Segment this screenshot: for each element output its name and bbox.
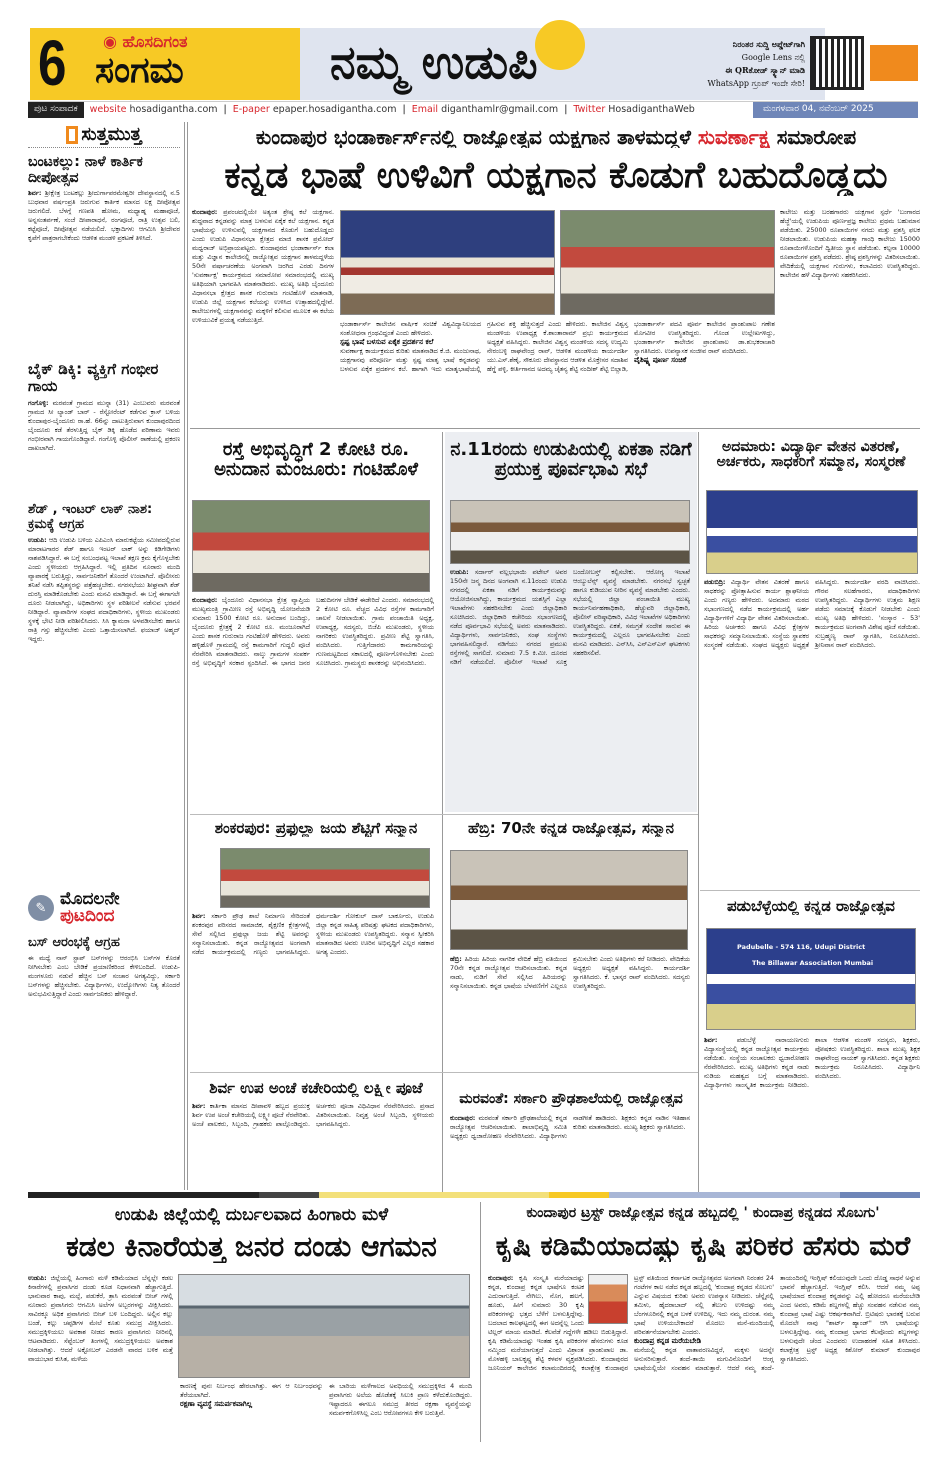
pencil-icon: ✎ bbox=[28, 895, 54, 921]
lead-body-right: ಕಾಲೇಜು ಮತ್ತು ಬರಹಗಾರರು ಯಕ್ಷಗಾನ ಸ್ಪರ್ಧೆ 'ಬಂಗಾರದ ಹೆಜ್ಜೆ'ಯಲ್ಲಿ ಉಡುಪಿಯ ಪೂರ್ಣಪ್ರಜ್ಞ ಕಾಲೇಜು ಪ್ರಥಮ ಬಹುಮಾನ ಪಡೆಯಿತು. 25000 ರೂಪಾಯಿಗಳ ನಗದು ಮತ್ತು ಪ್ರಶಸ್ತಿ ಫಲಕ ನೀಡಲಾಯಿತು. ಉಡುಪಿಯ ಮಹತ್ಮಾ ಗಾಂಧಿ ಕಾಲೇಜು 15000 ರೂಪಾಯಿಗಳೊಂದಿಗೆ ದ್ವಿತೀಯ ಸ್ಥಾನ ಪಡೆಯಿತು. ಕಲ್ಪನಾ 10000 ರೂಪಾಯಿಗಳ ಪ್ರಶಸ್ತಿ ಪಡೆದರು. ಶ್ರೇಷ್ಠ ಪ್ರಶಸ್ತಿಗಳನ್ನು ವಿತರಿಸಲಾಯಿತು. ವೇದಿಕೆಯಲ್ಲಿ ಯಕ್ಷಗಾನ ಗುರುಗಳು, ಕಲಾವಿದರು ಉಪಸ್ಥಿತರಿದ್ದರು. ಕಾಲೇಜಿನ ಹಳೆ ವಿದ್ಯಾರ್ಥಿಗಳು ಸಹಕರಿಸಿದರು. bbox=[780, 208, 920, 279]
story-headline: ಪಡುಬೆಳ್ಳೆಯಲ್ಲಿ ಕನ್ನಡ ರಾಜ್ಯೋತ್ಸವ bbox=[727, 898, 895, 915]
story-photo bbox=[706, 928, 916, 1030]
qr-line: ಈ QRಕೋಡ್ ಸ್ಕ್ಯಾನ್ ಮಾಡಿ bbox=[725, 65, 805, 75]
story-photo bbox=[450, 850, 688, 950]
article-title: ಬಂಟಕಲ್ಲು: ನಾಳೆ ಕಾರ್ತಿಕ ದೀಪೋತ್ಸವ bbox=[28, 154, 143, 187]
story-headline: ಮರವಂತೆ: ಸರ್ಕಾರಿ ಪ್ರೌಢಶಾಲೆಯಲ್ಲಿ ರಾಜ್ಯೋತ್ಸವ bbox=[459, 1092, 683, 1107]
bottom-left-kicker: ಉಡುಪಿ ಜಿಲ್ಲೆಯಲ್ಲಿ ದುರ್ಬಲವಾದ ಹಿಂಗಾರು ಮಳೆ bbox=[114, 1206, 389, 1225]
photo-banner-text: The Billawar Association Mumbai bbox=[752, 959, 874, 967]
story-headline: ಅದಮಾರು: ವಿದ್ಯಾರ್ಥಿ ವೇತನ ವಿತರಣೆ, ಅರ್ಚಕರು, ಸಾಧಕರಿಗೆ ಸಮ್ಮಾನ, ಸಂಸ್ಮರಣೆ bbox=[716, 440, 906, 471]
divider bbox=[190, 1072, 698, 1073]
story-body: ಕುಂದಾಪುರ: ಕೃಷಿ ಸಂಸ್ಕೃತಿ ಮರೆಯಾದಷ್ಟು ಕನ್ನಡ, ಕುಂದಾಪ್ರ ಕನ್ನಡ ಭಾಷೆಗೂ ಕಂಟಕ ಎದುರಾಗುತ್ತಿದೆ. ನೇಗಿಲು, ನೊಗ, ಹಲಗೆ, ಹೂಡು, ಹೀಗೆ ಸುಮಾರು 30 ಕೃಷಿ ಪರಿಕರಗಳನ್ನು ಭತ್ತದ ಬೆಳೆಗೆ ಬಳಸುತ್ತಿದ್ದೇವು. ಬದಲಾದ ಕಾಲಘಟ್ಟದಲ್ಲಿ ಈಗ ಅದನ್ನೆಲ್ಲ ಒಂದು ಟಿಲ್ಲರ್ ಮಾಯ ಮಾಡಿದೆ. ಕೆಲವೆಡೆ ಗದ್ದೆಗಳೇ ಹಡಿಲು ಬಿಡುತ್ತಿದ್ದಾರೆ. ಕೃಷಿ ಕಡಿಮೆಯಾದಷ್ಟು ಇಂತಹ ಕೃಷಿ ಪರಿಕರಗಳ ಹೆಸರುಗಳು ಕೂಡ ನಮ್ಮಿಂದ ಮರೆಯಾಗುತ್ತದೆ ಎಂದು ವಿಶ್ರಾಂತ ಪ್ರಾಂಶುಪಾಲ ಡಾ. ಮೊಳಹಳ್ಳಿ ಬಾಲಕೃಷ್ಣ ಶೆಟ್ಟಿ ಕಳವಳ ವ್ಯಕ್ತಪಡಿಸಿದರು. ಕುಂದಾಪುರದ ಜೂನಿಯರ್ ಕಾಲೇಜಿನ ಕಲಾಮಂದಿರದಲ್ಲಿ ಕಲಾಕ್ಷೇತ್ರ ಕುಂದಾಪುರ ಟ್ರಸ್ಟ್ ವತಿಯಿಂದ ಕರ್ನಾಟಕ ರಾಜ್ಯೋತ್ಸವದ ಅಂಗವಾಗಿ ನಿರಂತರ 24 ಗಂಟೆಗಳ ಕಾಲ ನಡೆದ ಕನ್ನಡ ಹಬ್ಬದಲ್ಲಿ 'ಕುಂದಾಪ್ರ ಕನ್ನಡದ ಸೊಬಗು' ಎನ್ನುವ ವಿಷಯದ ಕುರಿತು ಅವರು ಉಪನ್ಯಾಸ ನೀಡಿದರು. ಚೆನ್ನೈನಲ್ಲಿ ತಮಿಳು, ಹೈದರಾಬಾದ್ ನಲ್ಲಿ ತೆಲುಗು ಉಳಿದಷ್ಟು ನಮ್ಮ ಬೆಂಗಳೂರಿನಲ್ಲಿ ಕನ್ನಡ ಬಳಕೆ ಉಳಿದಿಲ್ಲ. ಇದು ನಮ್ಮ ದುರಂತ. ನಮ್ಮ ಭಾಷೆ ಉಳಿಯಬೇಕಾದರೆ ಮೊದಲು ಮನೆ-ಮಂದಿಯಲ್ಲಿ ಪರಿವರ್ತನೆಯಾಗಬೇಕು ಎಂದರು. ಕುಂದಾಪ್ರ ಕನ್ನಡ ಮರೆಯಬೇಡಿ ಮನೆಯಲ್ಲಿ ಕನ್ನಡ ವಾತಾವರಣವಿದ್ದರೆ, ಮಕ್ಕಳು ಅದನ್ನೇ ಅನುಸರಿಸುತ್ತಾರೆ. ತಂದೆ-ತಾಯಿ ಮಗುವಿನೊಂದಿಗೆ ಆಂಗ್ಲ ಭಾಷೆಯಲ್ಲಿಯೇ ಸಂವಹನ ಮಾಡುತ್ತಾರೆ. ಆದರೆ ನಮ್ಮ ತಂದೆ-ತಾಯಂದಿರಲ್ಲಿ ಇಂಗ್ಲಿಷ್ ಕಲಿಯುವುದೇ ಒಂದು ದೊಡ್ಡ ಸಾಧನೆ ಅನ್ನುವ ಭಾವನೆ ಹೆಚ್ಚಾಗುತ್ತಿದೆ. ಇಂಗ್ಲಿಷ್ ಕಲಿಸಿ. ಆದರೆ ನಮ್ಮ ಅಪ್ಪ ಭಾಷೆಯಾದ ಕುಂದಾಪ್ರ ಕನ್ನಡವನ್ನು ಎಲ್ಲಿ ಹೋದರೂ ಮರೆಯಬೇಡಿ ಎಂದ ಅವರು, ಕಡಿಮೆ ಶಬ್ದಗಳಲ್ಲಿ ಹೆಚ್ಚು ಸಂವಹನ ನಡೆಸುವ ನಮ್ಮ ಕುಂದಾಪ್ರ ಭಾಷೆ ಎಷ್ಟು ಆಕರ್ಷಕವಾಗಿದೆ. ಬ್ರಿಟಿಷರು ಭಾರತಕ್ಕೆ ಬರುವ ಮೊದಲೇ ನಾವು "ಶಾರ್ಟ್ ಹ್ಯಾಂಡ್" ಆಗಿ ಭಾಷೆಯನ್ನು ಬಳಸುತ್ತಿದ್ದೇವು. ನಮ್ಮ ಕುಂದಾಪ್ರ ಭಾಗದ ಕೆಲವೊಂದು ಶಬ್ದಗಳನ್ನು ಬಳಸುವುದೇ ಚೆಂದ ಎಂದವರು ಉದಾಹರಣೆ ಸಹಿತ ತಿಳಿಸಿದರು. ಕಲಾಕ್ಷೇತ್ರ ಟ್ರಸ್ಟ್ ಅಧ್ಯಕ್ಷ ಕಿಶೋರ್ ಕುಮಾರ್ ಕುಂದಾಪುರ ಸ್ವಾಗತಿಸಿದರು. bbox=[488, 1274, 920, 1372]
qr-line: ನಿರಂತರ ಸುದ್ದಿ ಅಪ್ಡೇಟ್‌ಗಾಗಿ bbox=[732, 39, 805, 49]
story-body: ಶಿರ್ವ: ಕಾರ್ತಿಕಾ ಮಾಸದ ದೀಪಾವಳಿ ಹಬ್ಬದ ಪ್ರಯುಕ್ತ ಶಿರ್ವ ಉಪ ಅಂಚೆ ಕಚೇರಿಯಲ್ಲಿ ಲಕ್ಷ್ಮೀ ಪೂಜೆ ನೆರವೇರಿತು. ಅಂಚೆ ಪಾಲಕರು, ಸಿಬ್ಬಂದಿ, ಗ್ರಾಹಕರು ಪಾಲ್ಗೊಂಡಿದ್ದರು. ಅರ್ಚಕರು ಪೂಜಾ ವಿಧಿವಿಧಾನ ನೆರವೇರಿಸಿದರು. ಪ್ರಸಾದ ವಿತರಿಸಲಾಯಿತು. ನಿವೃತ್ತ ಅಂಚೆ ಸಿಬ್ಬಂದಿ, ಸ್ಥಳೀಯರು ಭಾಗವಹಿಸಿದ್ದರು. bbox=[192, 1102, 434, 1128]
article-title: ಶೆಡ್ , ಇಂಟರ್ ಲಾಕ್ ನಾಶ: ಕ್ರಮಕ್ಕೆ ಆಗ್ರಹ bbox=[28, 501, 153, 532]
story-body: ಶಿರ್ವ: ಪಡುಬೆಳ್ಳೆ ನಾರಾಯಣಗುರು ವಿದ್ಯಾಸಂಸ್ಥೆಯಲ್ಲಿ ಕನ್ನಡ ರಾಜ್ಯೋತ್ಸವ ಕಾರ್ಯಕ್ರಮ ನಡೆಯಿತು. ಸಂಸ್ಥೆಯ ಸಂಚಾಲಕರು ಧ್ವಜಾರೋಹಣ ನೆರವೇರಿಸಿದರು. ಮುಖ್ಯ ಅತಿಥಿಗಳು ಕನ್ನಡ ನಾಡು ನುಡಿಯ ಮಹತ್ವದ ಬಗ್ಗೆ ಮಾತನಾಡಿದರು. ವಿದ್ಯಾರ್ಥಿಗಳು ಸಾಂಸ್ಕೃತಿಕ ಕಾರ್ಯಕ್ರಮ ನೀಡಿದರು. ಶಾಲಾ ಆಡಳಿತ ಮಂಡಳಿ ಸದಸ್ಯರು, ಶಿಕ್ಷಕರು, ಪೋಷಕರು ಉಪಸ್ಥಿತರಿದ್ದರು. ಶಾಲಾ ಮುಖ್ಯ ಶಿಕ್ಷಕ ರಾಘವೇಂದ್ರ ನಾಯಕ್ ಸ್ವಾಗತಿಸಿದರು. ಕನ್ನಡ ಶಿಕ್ಷಕರು ಕಾರ್ಯಕ್ರಮ ನಿರೂಪಿಸಿದರು. ವಿದ್ಯಾರ್ಥಿನಿ ವಂದಿಸಿದರು. bbox=[704, 1036, 920, 1089]
story-body: ಶಿರ್ವ: ಸರ್ಕಾರಿ ಪ್ರೌಢ ಶಾಲೆ ನಿರ್ಮಾಣ ಸೇರಿದಂತೆ ಶಂಕರಪುರ ಪರಿಸರದ ಸಾಮಾಜಿಕ, ಶೈಕ್ಷಣಿಕ ಕ್ಷೇತ್ರಗಳಲ್ಲಿ ಸೇವೆ ಸಲ್ಲಿಸಿದ ಪ್ರಫುಲ್ಲಾ ಜಯ ಶೆಟ್ಟಿ ಅವರನ್ನು ಸನ್ಮಾನಿಸಲಾಯಿತು. ಕನ್ನಡ ರಾಜ್ಯೋತ್ಸವದ ಅಂಗವಾಗಿ ನಡೆದ ಕಾರ್ಯಕ್ರಮದಲ್ಲಿ ಗಣ್ಯರು ಭಾಗವಹಿಸಿದ್ದರು. ಧರ್ಮದರ್ಶಿ ಗೋಕುಲ್ ದಾಸ್ ಬಾರ್ಕೂರು, ಉಡುಪಿ ಜಿಲ್ಲಾ ಕನ್ನಡ ಸಾಹಿತ್ಯ ಪರಿಷತ್ತು ಘಟಕದ ಪದಾಧಿಕಾರಿಗಳು, ಸ್ಥಳೀಯ ಮುಖಂಡರು ಉಪಸ್ಥಿತರಿದ್ದರು. ಸನ್ಮಾನ ಸ್ವೀಕರಿಸಿ ಮಾತನಾಡಿದ ಅವರು ಊರಿನ ಅಭಿವೃದ್ಧಿಗೆ ಎಲ್ಲರ ಸಹಕಾರ ಅಗತ್ಯ ಎಂದರು. bbox=[192, 912, 434, 956]
subhead: ಕುಂದಾಪ್ರ ಕನ್ನಡ ಮರೆಯಬೇಡಿ bbox=[634, 1337, 701, 1345]
divider bbox=[190, 428, 920, 429]
column-divider bbox=[184, 122, 185, 1190]
logo-icon: ◉ bbox=[103, 32, 117, 51]
epaper-link[interactable]: E-paper epaper.hosadigantha.com bbox=[232, 104, 397, 115]
qr-line: Google Lens ನಲ್ಲಿ bbox=[741, 53, 805, 62]
story-body: ಉಡುಪಿ: ಜಿಲ್ಲೆಯಲ್ಲಿ ಹಿಂಗಾರು ಮಳೆ ಕಡಿಮೆಯಾದ ಬೆನ್ನಲ್ಲೇ ಕಡಲ ಕಿನಾರೆಗಳಲ್ಲಿ ಪ್ರವಾಸಿಗರ ದಂಡು ಕೂಡ ನಿಧಾನವಾಗಿ ಹೆಚ್ಚಾಗುತ್ತಿದೆ. ಭಾನುವಾರ ಕಾಪು, ಮಲ್ಪೆ, ಪಡುಕೆರೆ, ತ್ರಾಸಿ ಮರವಂತೆ ಬೀಚ್ ಗಳಲ್ಲಿ ನೂರಾರು ಪ್ರವಾಸಿಗರು ಆಗಮಿಸಿ ಅಲೆಗಳ ಅಬ್ಬರಗಳನ್ನು ವೀಕ್ಷಿಸಿದರು. ಸಾವಿರಕ್ಕೂ ಅಧಿಕ ಪ್ರವಾಸಿಗರು ಬೀಚ್ ಬಳಿ ಬಂದಿದ್ದರು. ಅಲ್ಲಿನ ಕಲ್ಲು ಬಂಡೆ, ಕಲ್ಲು ಚಪ್ಪಡಿಗಳ ಮೇಲೆ ಕೂತು ಸಮುದ್ರ ವೀಕ್ಷಿಸಿದರು. ಸಮುದ್ರಕ್ಕಿಳಿಯಲು ಅವಕಾಶ ನೀಡದ ಕಾರಣ ಪ್ರವಾಸಿಗರು ನೀರಿನಲ್ಲಿ ಆಟವಾಡಿದರು. ಸೆಪ್ಟೆಂಬರ್ ತಿಂಗಳಲ್ಲಿ ಸಮುದ್ರಕ್ಕಿಳಿಯಲು ಅವಕಾಶ ನೀಡಲಾಗಿತ್ತು. ಆದರೆ ಅಕ್ಟೋಬರ್ ಎರಡನೇ ವಾರದ ಬಳಿಕ ಮತ್ತೆ ವಾಯುಭಾರ ಕುಸಿತ, ಮಳೆಯ bbox=[28, 1274, 173, 1363]
twitter-link[interactable]: Twitter HosadiganthaWeb bbox=[573, 104, 695, 115]
article-title: ಬೈಕ್ ಡಿಕ್ಕಿ: ವ್ಯಕ್ತಿಗೆ ಗಂಭೀರ ಗಾಯ bbox=[28, 360, 159, 396]
story-headline: ಶಿರ್ವ ಉಪ ಅಂಚೆ ಕಚೇರಿಯಲ್ಲಿ ಲಕ್ಷ್ಮೀ ಪೂಜೆ bbox=[209, 1080, 423, 1097]
article-body: ಶಿರ್ವ: ಶ್ರೀಕ್ಷೇತ್ರ ಬಂಟಕಲ್ಲು ಶ್ರೀದುರ್ಗಾಪರಮೇಶ್ವರೀ ದೇವಸ್ಥಾನದಲ್ಲಿ ನ.5 ಬುಧವಾರ ವರ್ಷಂಪ್ರತಿ ಜರುಗುವ ಕಾರ್ತಿಕ ಮಾಸದ ಲಕ್ಷ ದೀಪೋತ್ಸವ ಜರುಗಲಿದೆ. ಬೆಳಗ್ಗೆ ಗಣಪತಿ ಹೋಮ, ಮಧ್ಯಾಹ್ನ ಮಹಾಪೂಜೆ, ಅನ್ನಸಂತರ್ಪಣೆ, ಸಂಜೆ ದೀಪಾರಾಧನೆ, ರಂಗಪೂಜೆ, ರಾತ್ರಿ ಉತ್ಸವ ಬಲಿ, ಕಟ್ಟೆಪೂಜೆ, ದೀಪೋತ್ಸವ ನಡೆಯಲಿದೆ. ಭಕ್ತಾದಿಗಳು ಆಗಮಿಸಿ ಶ್ರೀದೇವರ ಕೃಪೆಗೆ ಪಾತ್ರರಾಗಬೇಕೆಂದು ಆಡಳಿತ ಮಂಡಳಿ ಪ್ರಕಟಣೆ ತಿಳಿಸಿದೆ. bbox=[28, 189, 180, 243]
section-separator bbox=[28, 1192, 920, 1198]
page-number: 6 bbox=[38, 27, 67, 99]
badge-line: ಪುಟದಿಂದ bbox=[60, 906, 115, 927]
divider bbox=[190, 814, 698, 815]
photo-banner-text: Padubelle - 574 116, Udupi District bbox=[737, 943, 866, 951]
article-body: ಈ ಮಧ್ಯೆ ನಾನ್ ಸ್ಟಾಪ್ ಬಸ್‌ಗಳನ್ನು ಆರಂಭಿಸಿ ಬಸ್‌ಗಳ ಕೊರತೆ ನೀಗಿಸಬೇಕು ಎಂಬ ಬೇಡಿಕೆ ಪ್ರಯಾಣಿಕರಿಂದ ಕೇಳಿಬಂದಿದೆ. ಉಡುಪಿ-ಮಂಗಳೂರು ನಡುವೆ ಹೆಚ್ಚಿನ ಬಸ್ ಸಂಚಾರ ಅಗತ್ಯವಿದ್ದು, ಸರ್ಕಾರಿ ಬಸ್‌ಗಳನ್ನು ಹೆಚ್ಚಿಸಬೇಕು. ವಿದ್ಯಾರ್ಥಿಗಳು, ಉದ್ಯೋಗಿಗಳು ನಿತ್ಯ ತೊಂದರೆ ಅನುಭವಿಸುತ್ತಿದ್ದಾರೆ ಎಂದು ಸಾರ್ವಜನಿಕರು ಹೇಳಿದ್ದಾರೆ. bbox=[28, 954, 180, 999]
section-title: ಸುತ್ತಮುತ್ತ bbox=[28, 124, 180, 148]
qr-instructions bbox=[650, 38, 805, 90]
beach-photo bbox=[178, 1274, 470, 1378]
website-link[interactable]: website hosadigantha.com bbox=[89, 104, 218, 115]
column-divider bbox=[698, 432, 699, 1192]
subhead: ರಕ್ಷಣಾ ವ್ಯವಸ್ಥೆ ಸಮರ್ಪಕವಾಗಿಲ್ಲ bbox=[180, 1400, 253, 1408]
column-divider bbox=[442, 432, 443, 1192]
qr-line: WhatsApp ಗ್ರೂಪ್ ಇಂದೇ ಸೇರಿ! bbox=[707, 79, 805, 88]
story-body: ಕುಂದಾಪುರ: ಬೈಂದೂರು ವಿಧಾನಸಭಾ ಕ್ಷೇತ್ರ ವ್ಯಾಪ್ತಿಯ ಮುಖ್ಯಮಂತ್ರಿ ಗ್ರಾಮೀಣ ರಸ್ತೆ ಅಭಿವೃದ್ಧಿ ಯೋಜನೆಯಡಿ ಸುಮಾರು 1500 ಕೋಟಿ ರೂ. ಅನುದಾನ ಬಂದಿದ್ದು, ಬೈಂದೂರು ಕ್ಷೇತ್ರಕ್ಕೆ 2 ಕೋಟಿ ರೂ. ಮಂಜೂರಾಗಿದೆ ಎಂದು ಶಾಸಕ ಗುರುರಾಜ ಗಂಟಿಹೊಳೆ ಹೇಳಿದರು. ಅವರು ಹಳ್ಳಿಹೊಳೆ ಗ್ರಾಮದಲ್ಲಿ ರಸ್ತೆ ಕಾಮಗಾರಿಗೆ ಗುದ್ದಲಿ ಪೂಜೆ ನೆರವೇರಿಸಿ ಮಾತನಾಡಿದರು. ನಾಲ್ಕು ಗ್ರಾಮಗಳ ಸಂಪರ್ಕ ರಸ್ತೆ ಅಭಿವೃದ್ಧಿಗೆ ಸರಕಾರ ಸ್ಪಂದಿಸಿದೆ. ಈ ಭಾಗದ ಜನರ ಬಹುದಿನಗಳ ಬೇಡಿಕೆ ಈಡೇರಿದೆ ಎಂದರು. ಸಮಾರಂಭದಲ್ಲಿ 2 ಕೋಟಿ ರೂ. ವೆಚ್ಚದ ವಿವಿಧ ರಸ್ತೆಗಳ ಕಾಮಗಾರಿಗೆ ಚಾಲನೆ ನೀಡಲಾಯಿತು. ಗ್ರಾಮ ಪಂಚಾಯಿತಿ ಅಧ್ಯಕ್ಷ, ಉಪಾಧ್ಯಕ್ಷ, ಸದಸ್ಯರು, ಬಿಜೆಪಿ ಮುಖಂಡರು, ಸ್ಥಳೀಯ ನಾಗರಿಕರು ಉಪಸ್ಥಿತರಿದ್ದರು. ಪ್ರವೀಣ ಶೆಟ್ಟಿ ಸ್ವಾಗತಿಸಿ, ವಂದಿಸಿದರು. ಗುತ್ತಿಗೆದಾರರು ಕಾಮಗಾರಿಯನ್ನು ಗುಣಮಟ್ಟದಿಂದ ಸಕಾಲದಲ್ಲಿ ಪೂರ್ಣಗೊಳಿಸಬೇಕು ಎಂದು ಸೂಚಿಸಿದರು. ಗ್ರಾಮಸ್ಥರು ಶಾಸಕರನ್ನು ಅಭಿನಂದಿಸಿದರು. bbox=[192, 596, 434, 667]
article-body: ಉಡುಪಿ: ಆದಿ ಉಡುಪಿ ಬಳಿಯ ಎಪಿಎಂಸಿ ಮಾರುಕಟ್ಟೆಯ ಸಮೀಪದಲ್ಲಿರುವ ಮಾರಾಟಗಾರರ ಶೆಡ್ ಹಾಗೂ ಇಂಟರ್ ಲಾಕ್ ಅನ್ನು ಕಿಡಿಗೇಡಿಗಳು ನಾಶಪಡಿಸಿದ್ದಾರೆ. ಈ ಬಗ್ಗೆ ಸಂಬಂಧಪಟ್ಟ ಇಲಾಖೆ ತಕ್ಷಣ ಕ್ರಮ ಕೈಗೊಳ್ಳಬೇಕು ಎಂದು ಸ್ಥಳೀಯರು ಆಗ್ರಹಿಸಿದ್ದಾರೆ. ಇಲ್ಲಿ ಪ್ರತಿದಿನ ನೂರಾರು ಮಂದಿ ವ್ಯಾಪಾರಕ್ಕೆ ಬರುತ್ತಿದ್ದು, ಸಾರ್ವಜನಿಕರಿಗೆ ತೊಂದರೆ ಉಂಟಾಗಿದೆ. ಪೊಲೀಸರು ತನಿಖೆ ನಡೆಸಿ ತಪ್ಪಿತಸ್ಥರನ್ನು ಪತ್ತೆಹಚ್ಚಬೇಕು. ನಗರಸಭೆಯು ಶೀಘ್ರವಾಗಿ ಶೆಡ್ ದುರಸ್ತಿ ಮಾಡಿಕೊಡಬೇಕು ಎಂದು ಮನವಿ ಮಾಡಿದ್ದಾರೆ. ಈ ಬಗ್ಗೆ ಈಗಾಗಲೇ ದೂರು ನೀಡಲಾಗಿದ್ದು, ಅಧಿಕಾರಿಗಳು ಸ್ಥಳ ಪರಿಶೀಲನೆ ನಡೆಸುವ ಭರವಸೆ ನೀಡಿದ್ದಾರೆ. ವ್ಯಾಪಾರಿಗಳ ಸಂಘದ ಪದಾಧಿಕಾರಿಗಳು, ಸ್ಥಳೀಯ ಮುಖಂಡರು ಸ್ಥಳಕ್ಕೆ ಭೇಟಿ ನೀಡಿ ಪರಿಶೀಲಿಸಿದರು. ಸಿಸಿ ಕ್ಯಾಮರಾ ಅಳವಡಿಸಬೇಕು ಹಾಗೂ ರಾತ್ರಿ ಗಸ್ತು ಹೆಚ್ಚಿಸಬೇಕು ಎಂದು ಒತ್ತಾಯಿಸಲಾಗಿದೆ. ಫಯಾಜ್ ಅಹ್ಮದ್ ಇದ್ದರು. bbox=[28, 535, 180, 643]
story-headline: ಹೆಬ್ರಿ: 70ನೇ ಕನ್ನಡ ರಾಜ್ಯೋತ್ಸವ, ಸನ್ಮಾನ bbox=[468, 820, 674, 837]
email-link[interactable]: Email diganthamlr@gmail.com bbox=[411, 104, 559, 115]
story-photo bbox=[450, 500, 690, 564]
story-body: ಹೆಬ್ರಿ: ಹಿರಿಯ ಹಿರಿಯ ನಾಗರಿಕ ವೇದಿಕೆ ಹೆಬ್ರಿ ವತಿಯಿಂದ 70ನೇ ಕನ್ನಡ ರಾಜ್ಯೋತ್ಸವ ಆಚರಿಸಲಾಯಿತು. ಕನ್ನಡ ನಾಡು, ನುಡಿಗೆ ಸೇವೆ ಸಲ್ಲಿಸಿದ ಹಿರಿಯರನ್ನು ಸನ್ಮಾನಿಸಲಾಯಿತು. ಕನ್ನಡ ಭಾಷೆಯ ಬೆಳವಣಿಗೆಗೆ ಎಲ್ಲರೂ ಶ್ರಮಿಸಬೇಕು ಎಂದು ಅತಿಥಿಗಳು ಕರೆ ನೀಡಿದರು. ವೇದಿಕೆಯ ಅಧ್ಯಕ್ಷರು ಅಧ್ಯಕ್ಷತೆ ವಹಿಸಿದ್ದರು. ಕಾರ್ಯದರ್ಶಿ ಸ್ವಾಗತಿಸಿದರು. ಕೆ. ಭಾಸ್ಕರ ರಾವ್ ವಂದಿಸಿದರು. ಸದಸ್ಯರು ಉಪಸ್ಥಿತರಿದ್ದರು. bbox=[450, 955, 690, 990]
bottom-right-kicker: ಕುಂದಾಪುರ ಟ್ರಸ್ಟ್ ರಾಜ್ಯೋತ್ಸವ ಕನ್ನಡ ಹಬ್ಬದಲ್ಲಿ ' ಕುಂದಾಪ್ರ ಕನ್ನಡದ ಸೊಬಗು' bbox=[526, 1206, 880, 1221]
lead-body-continued: ಭಂಡಾರ್ಕಾರ್ಸ್ ಕಾಲೇಜಿನ ವಾರ್ಷಿಕ ಸಂಚಿಕೆ ವಿಶ್ವವಿದ್ಯಾನಿಲಯದ ಸಂಶೋಧನಾ ಗ್ರಂಥವಿದ್ದಂತೆ ಎಂದು ಹೇಳಿದರು. ಸ್ಪಷ್ಟ ಭಾಷೆ ಬಳಸುವ ಏಕೈಕ ಪ್ರದರ್ಶನ ಕಲೆ ಸುವರ್ಣಾಕ್ಷ ಕಾರ್ಯಕ್ರಮದ ಕುರಿತು ಮಾತನಾಡಿದ ಕೆ.ಜಿ. ಮಂಜುನಾಥ, ಯಕ್ಷಗಾನವು ಪರಿಪೂರ್ಣ ಮತ್ತು ಸ್ಪಷ್ಟ ಮಾತೃ ಭಾಷೆ ಕನ್ನಡವನ್ನು ಬಳಸುವ ಏಕೈಕ ಪ್ರದರ್ಶನ ಕಲೆ. ಹಾಗಾಗಿ ಇದು ಮಾತೃಭಾಷೆಯಲ್ಲಿ ಗ್ರಹಿಸುವ ಶಕ್ತಿ ಹೆಚ್ಚಿಸುತ್ತದೆ ಎಂದು ಹೇಳಿದರು. ಕಾಲೇಜಿನ ವಿಶ್ವಸ್ತ ಮಂಡಳಿಯ ಉಪಾಧ್ಯಕ್ಷ ಕೆ.ಶಾಂತಾರಾಮ್ ಪ್ರಭು ಕಾರ್ಯಕ್ರಮದ ಅಧ್ಯಕ್ಷತೆ ವಹಿಸಿದ್ದರು. ಕಾಲೇಜಿನ ವಿಶ್ವಸ್ತ ಮಂಡಳಿಯ ಸದಸ್ಯ ಉದ್ಯಮಿ ನೇರಂಬಳ್ಳಿ ರಾಘವೇಂದ್ರ ರಾವ್, ಆಡಳಿತ ಮಂಡಳಿಯ ಕಾರ್ಯದರ್ಶಿ ಯು.ಎಸ್.ಶೆಣೈ, ಸೌಕೂರು ದೇವಸ್ಥಾನದ ಆಡಳಿತ ಮೊಕ್ತೇಸರ ಸದಾಶಿವ ಹೆಗ್ಡೆ ಪಳ್ಳಿ, ಕೀರ್ತಿಗಾನದ ಅದಮ್ಯ ಚೈತನ್ಯ ಶೆಟ್ಟಿ ನಂದೀಶ್ ಶೆಟ್ಟಿ ಬಿಲ್ಲಾಡಿ, ಭಂಡಾರ್ಕಾರ್ಸ್ ಪದವಿ ಪೂರ್ವ ಕಾಲೇಜಿನ ಪ್ರಾಂಶುಪಾಲ ಗಣೇಶ ಮೊಗವೀರ ಉಪಸ್ಥಿತರಿದ್ದರು. ಗೊಂಡ ಉಲ್ಲೇಖಗಳಿದ್ದು, ಭಂಡಾರ್ಕಾರ್ಸ್ ಕಾಲೇಜಿನ ಪ್ರಾಂಶುಪಾಲ ಡಾ.ಶುಭಕರಾಚಾರಿ ಸ್ವಾಗತಿಸಿದರು. ಉಪನ್ಯಾಸಕ ಸಂಜೀವ ರಾವ್ ವಂದಿಸಿದರು. ವೈಶಿಷ್ಟ್ಯ ಪೂರ್ಣ ಸಂಚಿಕೆ bbox=[340, 320, 775, 373]
lead-body: ಕುಂದಾಪುರ: ಪ್ರಪಂಚದಲ್ಲಿಯೇ ಅತ್ಯಂತ ಶ್ರೇಷ್ಠ ಕಲೆ ಯಕ್ಷಗಾನ. ಶುದ್ಧವಾದ ಕನ್ನಡವನ್ನು ಮಾತ್ರ ಬಳಸುವ ಏಕೈಕ ಕಲೆ ಯಕ್ಷಗಾನ. ಕನ್ನಡ ಭಾಷೆಯನ್ನು ಉಳಿಸುವಲ್ಲಿ ಯಕ್ಷಗಾನದ ಕೊಡುಗೆ ಬಹುದೊಡ್ಡದು ಎಂದು ಉಡುಪಿ ವಿಧಾನಸಭಾ ಕ್ಷೇತ್ರದ ಮಾಜಿ ಶಾಸಕ ಪ್ರಮೋದ್ ಮಧ್ವರಾಜ್ ಅಭಿಪ್ರಾಯಪಟ್ಟರು. ಕುಂದಾಪುರದ ಭಂಡಾರ್ಕಾರ್ಸ್ ಕಲಾ ಮತ್ತು ವಿಜ್ಞಾನ ಕಾಲೇಜಿನಲ್ಲಿ ರಾಜ್ಯೋತ್ಸವ ಯಕ್ಷಗಾನ ತಾಳಮದ್ದಳೆಯ 50ನೇ ವರ್ಷಾಚರಣೆಯ ಅಂಗವಾಗಿ ಜರಗಿದ ಎರಡು ದಿನಗಳ 'ಸುವರ್ಣಾಕ್ಷ' ಕಾರ್ಯಕ್ರಮದ ಸಮಾರೋಪ ಸಮಾರಂಭದಲ್ಲಿ ಮುಖ್ಯ ಅತಿಥಿಯಾಗಿ ಭಾಗವಹಿಸಿ ಮಾತನಾಡಿದರು. ಮುಖ್ಯ ಅತಿಥಿ ಬೈಂದೂರು ವಿಧಾನಸಭಾ ಕ್ಷೇತ್ರದ ಶಾಸಕ ಗುರುರಾಜ ಗಂಟಿಹೊಳೆ ಮಾತನಾಡಿ, ಉಡುಪಿ ಜಿಲ್ಲೆ ಯಕ್ಷಗಾನ ಕಲೆಯನ್ನು ಉಳಿಸಿದ ಉತ್ಸಾಹದಲ್ಲಿದ್ದೇವೆ. ಕಾಲೇಜುಗಳಲ್ಲಿ ಯಕ್ಷಗಾನವನ್ನು ಮಕ್ಕಳಿಗೆ ಕಲಿಸುವ ಮೂಲಕ ಈ ಕಲೆಯ ಉಳಿಯುವಿಕೆ ಪ್ರಯತ್ನ ನಡೆಯುತ್ತಿದೆ. bbox=[192, 208, 334, 324]
story-body: ಪಡುಬಿದ್ರಿ: ವಿದ್ಯಾರ್ಥಿ ವೇತನ ವಿತರಣೆ ಹಾಗೂ ಸಾಧಕರನ್ನು ಪ್ರೋತ್ಸಾಹಿಸುವ ಕಾರ್ಯ ಶ್ಲಾಘನೀಯ ಎಂದು ಗಣ್ಯರು ಹೇಳಿದರು. ಅದಮಾರು ಮಠದ ಸಭಾಂಗಣದಲ್ಲಿ ನಡೆದ ಕಾರ್ಯಕ್ರಮದಲ್ಲಿ ಅರ್ಹ ವಿದ್ಯಾರ್ಥಿಗಳಿಗೆ ವಿದ್ಯಾರ್ಥಿ ವೇತನ ವಿತರಿಸಲಾಯಿತು. ಹಿರಿಯ ಅರ್ಚಕರು ಹಾಗೂ ವಿವಿಧ ಕ್ಷೇತ್ರಗಳ ಸಾಧಕರನ್ನು ಸಮ್ಮಾನಿಸಲಾಯಿತು. ಸಂಸ್ಥೆಯ ಸ್ಥಾಪಕರ ಸಂಸ್ಮರಣೆ ನಡೆಯಿತು. ಸಂಘದ ಅಧ್ಯಕ್ಷರು ಅಧ್ಯಕ್ಷತೆ ವಹಿಸಿದ್ದರು. ಕಾರ್ಯದರ್ಶಿ ವರದಿ ವಾಚಿಸಿದರು. ಗೌರವ ಸಲಹೆಗಾರರು, ಪದಾಧಿಕಾರಿಗಳು ಉಪಸ್ಥಿತರಿದ್ದರು. ವಿದ್ಯಾರ್ಥಿಗಳು ಉತ್ತಮ ಶಿಕ್ಷಣ ಪಡೆದು ಸಮಾಜಕ್ಕೆ ಕೊಡುಗೆ ನೀಡಬೇಕು ಎಂದು ಮುಖ್ಯ ಅತಿಥಿ ಹೇಳಿದರು. 'ಸಂಸ್ಕಾರ - 53' ಕಾರ್ಯಕ್ರಮದ ಅಂಗವಾಗಿ ವಿಶೇಷ ಪೂಜೆ ನಡೆಯಿತು. ಸುಬ್ರಹ್ಮಣ್ಯ ರಾವ್ ಸ್ವಾಗತಿಸಿ, ನಿರೂಪಿಸಿದರು. ಶ್ರೀನಿವಾಸ ರಾವ್ ವಂದಿಸಿದರು. bbox=[704, 578, 920, 649]
newspaper-logo bbox=[103, 32, 188, 52]
story-photo bbox=[220, 848, 430, 908]
first-page-badge bbox=[28, 888, 180, 927]
bottom-left-headline: ಕಡಲ ಕಿನಾರೆಯತ್ತ ಜನರ ದಂಡು ಆಗಮನ bbox=[66, 1232, 437, 1263]
bottom-right-headline: ಕೃಷಿ ಕಡಿಮೆಯಾದಷ್ಟು ಕೃಷಿ ಪರಿಕರ ಹೆಸರು ಮರೆ bbox=[495, 1232, 911, 1262]
issue-date: ಮಂಗಳವಾರ 04, ನವೆಂಬರ್ 2025 bbox=[753, 102, 918, 118]
lead-headline: ಕನ್ನಡ ಭಾಷೆ ಉಳಿವಿಗೆ ಯಕ್ಷಗಾನ ಕೊಡುಗೆ ಬಹುದೊಡ್ಡದು bbox=[224, 156, 888, 196]
divider bbox=[700, 890, 920, 891]
lead-kicker: ಕುಂದಾಪುರ ಭಂಡಾರ್ಕಾರ್ಸ್‌ನಲ್ಲಿ ರಾಜ್ಯೋತ್ಸವ ಯಕ್ಷಗಾನ ತಾಳಮದ್ದಳೆ ಸುವರ್ಣಾಕ್ಷ ಸಮಾರೋಪ bbox=[255, 126, 857, 148]
column-divider bbox=[480, 1202, 481, 1442]
story-body: ಕುಂದಾಪುರ: ಮರವಂತೆ ಸರ್ಕಾರಿ ಪ್ರೌಢಶಾಲೆಯಲ್ಲಿ ಕನ್ನಡ ರಾಜ್ಯೋತ್ಸವ ಆಚರಿಸಲಾಯಿತು. ಶಾಲಾಭಿವೃದ್ಧಿ ಸಮಿತಿ ಅಧ್ಯಕ್ಷರು ಧ್ವಜಾರೋಹಣ ನೆರವೇರಿಸಿದರು. ವಿದ್ಯಾರ್ಥಿಗಳು ನಾಡಗೀತೆ ಹಾಡಿದರು. ಶಿಕ್ಷಕರು ಕನ್ನಡ ನಾಡಿನ ಇತಿಹಾಸ ಕುರಿತು ಮಾತನಾಡಿದರು. ಮುಖ್ಯ ಶಿಕ್ಷಕರು ಸ್ವಾಗತಿಸಿದರು. bbox=[450, 1114, 690, 1140]
lead-photo-speaker bbox=[560, 210, 775, 315]
window-icon bbox=[66, 126, 78, 144]
column-divider bbox=[187, 122, 188, 1190]
story-body-continued: ಕಾರಣಕ್ಕೆ ಪುನಃ ನಿರ್ಬಂಧ ಹೇರಲಾಗಿತ್ತು. ಈಗ ಆ ನಿರ್ಬಂಧವನ್ನು ತೆರೆಯಲಾಗಿದೆ. ರಕ್ಷಣಾ ವ್ಯವಸ್ಥೆ ಸಮರ್ಪಕವಾಗಿಲ್ಲ ಈ ಬಾರಿಯ ಮಳೆಗಾಲದ ಅವಧಿಯಲ್ಲಿ ಸಮುದ್ರಕ್ಕಿಳಿದ 4 ಮಂದಿ ಪ್ರವಾಸಿಗರು ಅಲೆಯ ಹೊಡೆತಕ್ಕೆ ಸಿಲುಕಿ ಪ್ರಾಣ ಕಳೆದುಕೊಂಡಿದ್ದರು. ಇಷ್ಟಾದರೂ ಈಗಲೂ ಸಮುದ್ರ ತೀರದ ರಕ್ಷಣಾ ವ್ಯವಸ್ಥೆಯನ್ನು ಸಮರ್ಪಕಗೊಳಿಸಿಲ್ಲ ಎಂಬ ಆರೋಪಗಳೂ ಕೇಳಿ ಬರುತ್ತಿವೆ. bbox=[180, 1382, 472, 1417]
article-title: ಬಸ್ ಆರಂಭಕ್ಕೆ ಆಗ್ರಹ bbox=[28, 935, 120, 951]
story-headline: ರಸ್ತೆ ಅಭಿವೃದ್ಧಿಗೆ 2 ಕೋಟಿ ರೂ. ಅನುದಾನ ಮಂಜೂರು: ಗಂಟಿಹೊಳೆ bbox=[214, 440, 418, 480]
supplement-title: ಸಂಗಮ bbox=[95, 50, 184, 91]
page-editor-label: ಪುಟ ಸಂಪಾದಕ bbox=[28, 102, 84, 118]
article-body: ಗಂಗೊಳ್ಳಿ: ಮರವಂತೆ ಗ್ರಾಮದ ಮುನ್ನಾ (31) ಎಂಬುವರು ಮರವಂತೆ ಗ್ರಾಮದ ಸೀ ಲ್ಯಾಂಡ್ ಬಾರ್ - ರೆಸ್ಟೋರೆಂಟ್ ಕಡೆಗುವ ಕ್ರಾಸ್ ಬಳಿಯ ಕುಂದಾಪುರ-ಬೈಂದೂರು ರಾ.ಹೆ. 66ನ್ನು ದಾಟುತ್ತಿರುವಾಗ ಕುಂದಾಪುರದಿಂದ ಬೈಂದೂರು ಕಡೆ ತೆರಳುತ್ತಿದ್ದ ಬೈಕ್ ಡಿಕ್ಕಿ ಹೊಡೆದ ಪರಿಣಾಮ ಇವರು ಗಂಭೀರವಾಗಿ ಗಾಯಗೊಂಡಿದ್ದಾರೆ. ಗಂಗೊಳ್ಳಿ ಪೊಲೀಸ್ ಠಾಣೆಯಲ್ಲಿ ಪ್ರಕರಣ ದಾಖಲಾಗಿದೆ. bbox=[28, 398, 180, 452]
qr-code[interactable] bbox=[810, 36, 864, 90]
orange-decoration bbox=[870, 45, 918, 81]
story-photo bbox=[706, 490, 918, 574]
lead-photo-stage bbox=[340, 210, 555, 315]
edition-title: ನಮ್ಮ ಉಡುಪಿ bbox=[330, 35, 538, 89]
story-headline: ನ.11ರಂದು ಉಡುಪಿಯಲ್ಲಿ ಏಕತಾ ನಡಿಗೆ ಪ್ರಯುಕ್ತ ಪೂರ್ವಭಾವಿ ಸಭೆ bbox=[450, 440, 692, 480]
info-bar: ಪುಟ ಸಂಪಾದಕ website hosadigantha.com | E-paper epaper.hosadigantha.com | Email diganthamlr@gmail.com | Twitter HosadiganthaWeb ಮಂಗಳವಾರ 04, ನವೆಂಬರ್ 2025 bbox=[28, 101, 918, 117]
story-headline: ಶಂಕರಪುರ: ಪ್ರಫುಲ್ಲಾ ಜಯ ಶೆಟ್ಟಿಗೆ ಸನ್ಮಾನ bbox=[214, 820, 418, 837]
subhead: ಸ್ಪಷ್ಟ ಭಾಷೆ ಬಳಸುವ ಏಕೈಕ ಪ್ರದರ್ಶನ ಕಲೆ bbox=[340, 338, 434, 346]
left-column bbox=[28, 124, 180, 1119]
speaker-portrait bbox=[588, 1274, 628, 1324]
logo-text: ಹೊಸದಿಗಂತ bbox=[122, 32, 188, 51]
badge-line: ಮೊದಲನೇ bbox=[60, 888, 120, 909]
story-body: ಉಡುಪಿ: ಸರ್ದಾರ್ ವಲ್ಲಭಭಾಯಿ ಪಟೇಲ್ ಅವರ 150ನೇ ಜನ್ಮ ದಿನದ ಅಂಗವಾಗಿ ನ.11ರಂದು ಉಡುಪಿ ನಗರದಲ್ಲಿ ಏಕತಾ ನಡಿಗೆ ಕಾರ್ಯಕ್ರಮವನ್ನು ಆಯೋಜಿಸಲಾಗಿದ್ದು, ಕಾರ್ಯಕ್ರಮದ ಯಶಸ್ಸಿಗೆ ಎಲ್ಲಾ ಇಲಾಖೆಗಳು ಸಹಕರಿಸಬೇಕು ಎಂದು ಜಿಲ್ಲಾಧಿಕಾರಿ ಸೂಚಿಸಿದರು. ಜಿಲ್ಲಾಧಿಕಾರಿ ಕಚೇರಿಯ ಸಭಾಂಗಣದಲ್ಲಿ ನಡೆದ ಪೂರ್ವಭಾವಿ ಸಭೆಯಲ್ಲಿ ಅವರು ಮಾತನಾಡಿದರು. ವಿದ್ಯಾರ್ಥಿಗಳು, ಸಾರ್ವಜನಿಕರು, ಸಂಘ ಸಂಸ್ಥೆಗಳು ಭಾಗವಹಿಸಲಿದ್ದಾರೆ. ನಡಿಗೆಯು ನಗರದ ಪ್ರಮುಖ ರಸ್ತೆಗಳಲ್ಲಿ ಸಾಗಲಿದೆ. ಸುಮಾರು 7.5 ಕಿ.ಮೀ. ದೂರದ ನಡಿಗೆ ನಡೆಯಲಿದೆ. ಪೊಲೀಸ್ ಇಲಾಖೆ ಸೂಕ್ತ ಬಂದೋಬಸ್ತ್ ಕಲ್ಪಿಸಬೇಕು. ಆರೋಗ್ಯ ಇಲಾಖೆ ಆಂಬ್ಯುಲೆನ್ಸ್ ವ್ಯವಸ್ಥೆ ಮಾಡಬೇಕು. ನಗರಸಭೆ ಸ್ವಚ್ಛತೆ ಹಾಗೂ ಕುಡಿಯುವ ನೀರಿನ ವ್ಯವಸ್ಥೆ ಮಾಡಬೇಕು ಎಂದರು. ಸಭೆಯಲ್ಲಿ ಜಿಲ್ಲಾ ಪಂಚಾಯಿತಿ ಮುಖ್ಯ ಕಾರ್ಯನಿರ್ವಹಣಾಧಿಕಾರಿ, ಹೆಚ್ಚುವರಿ ಜಿಲ್ಲಾಧಿಕಾರಿ, ಪೊಲೀಸ್ ವರಿಷ್ಠಾಧಿಕಾರಿ, ವಿವಿಧ ಇಲಾಖೆಗಳ ಅಧಿಕಾರಿಗಳು ಉಪಸ್ಥಿತರಿದ್ದರು. ಏಕತೆ, ಸಮಗ್ರತೆ ಸಂದೇಶ ಸಾರುವ ಈ ಕಾರ್ಯಕ್ರಮದಲ್ಲಿ ಎಲ್ಲರೂ ಭಾಗವಹಿಸಬೇಕು ಎಂದು ಮನವಿ ಮಾಡಿದರು. ಎನ್‌ಸಿಸಿ, ಎನ್‌ಎಸ್‌ಎಸ್ ಘಟಕಗಳು ಸಹಕರಿಸಲಿವೆ. bbox=[450, 568, 690, 666]
subhead: ವೈಶಿಷ್ಟ್ಯ ಪೂರ್ಣ ಸಂಚಿಕೆ bbox=[634, 356, 687, 364]
story-photo bbox=[192, 500, 430, 592]
sun-decoration bbox=[535, 20, 585, 70]
